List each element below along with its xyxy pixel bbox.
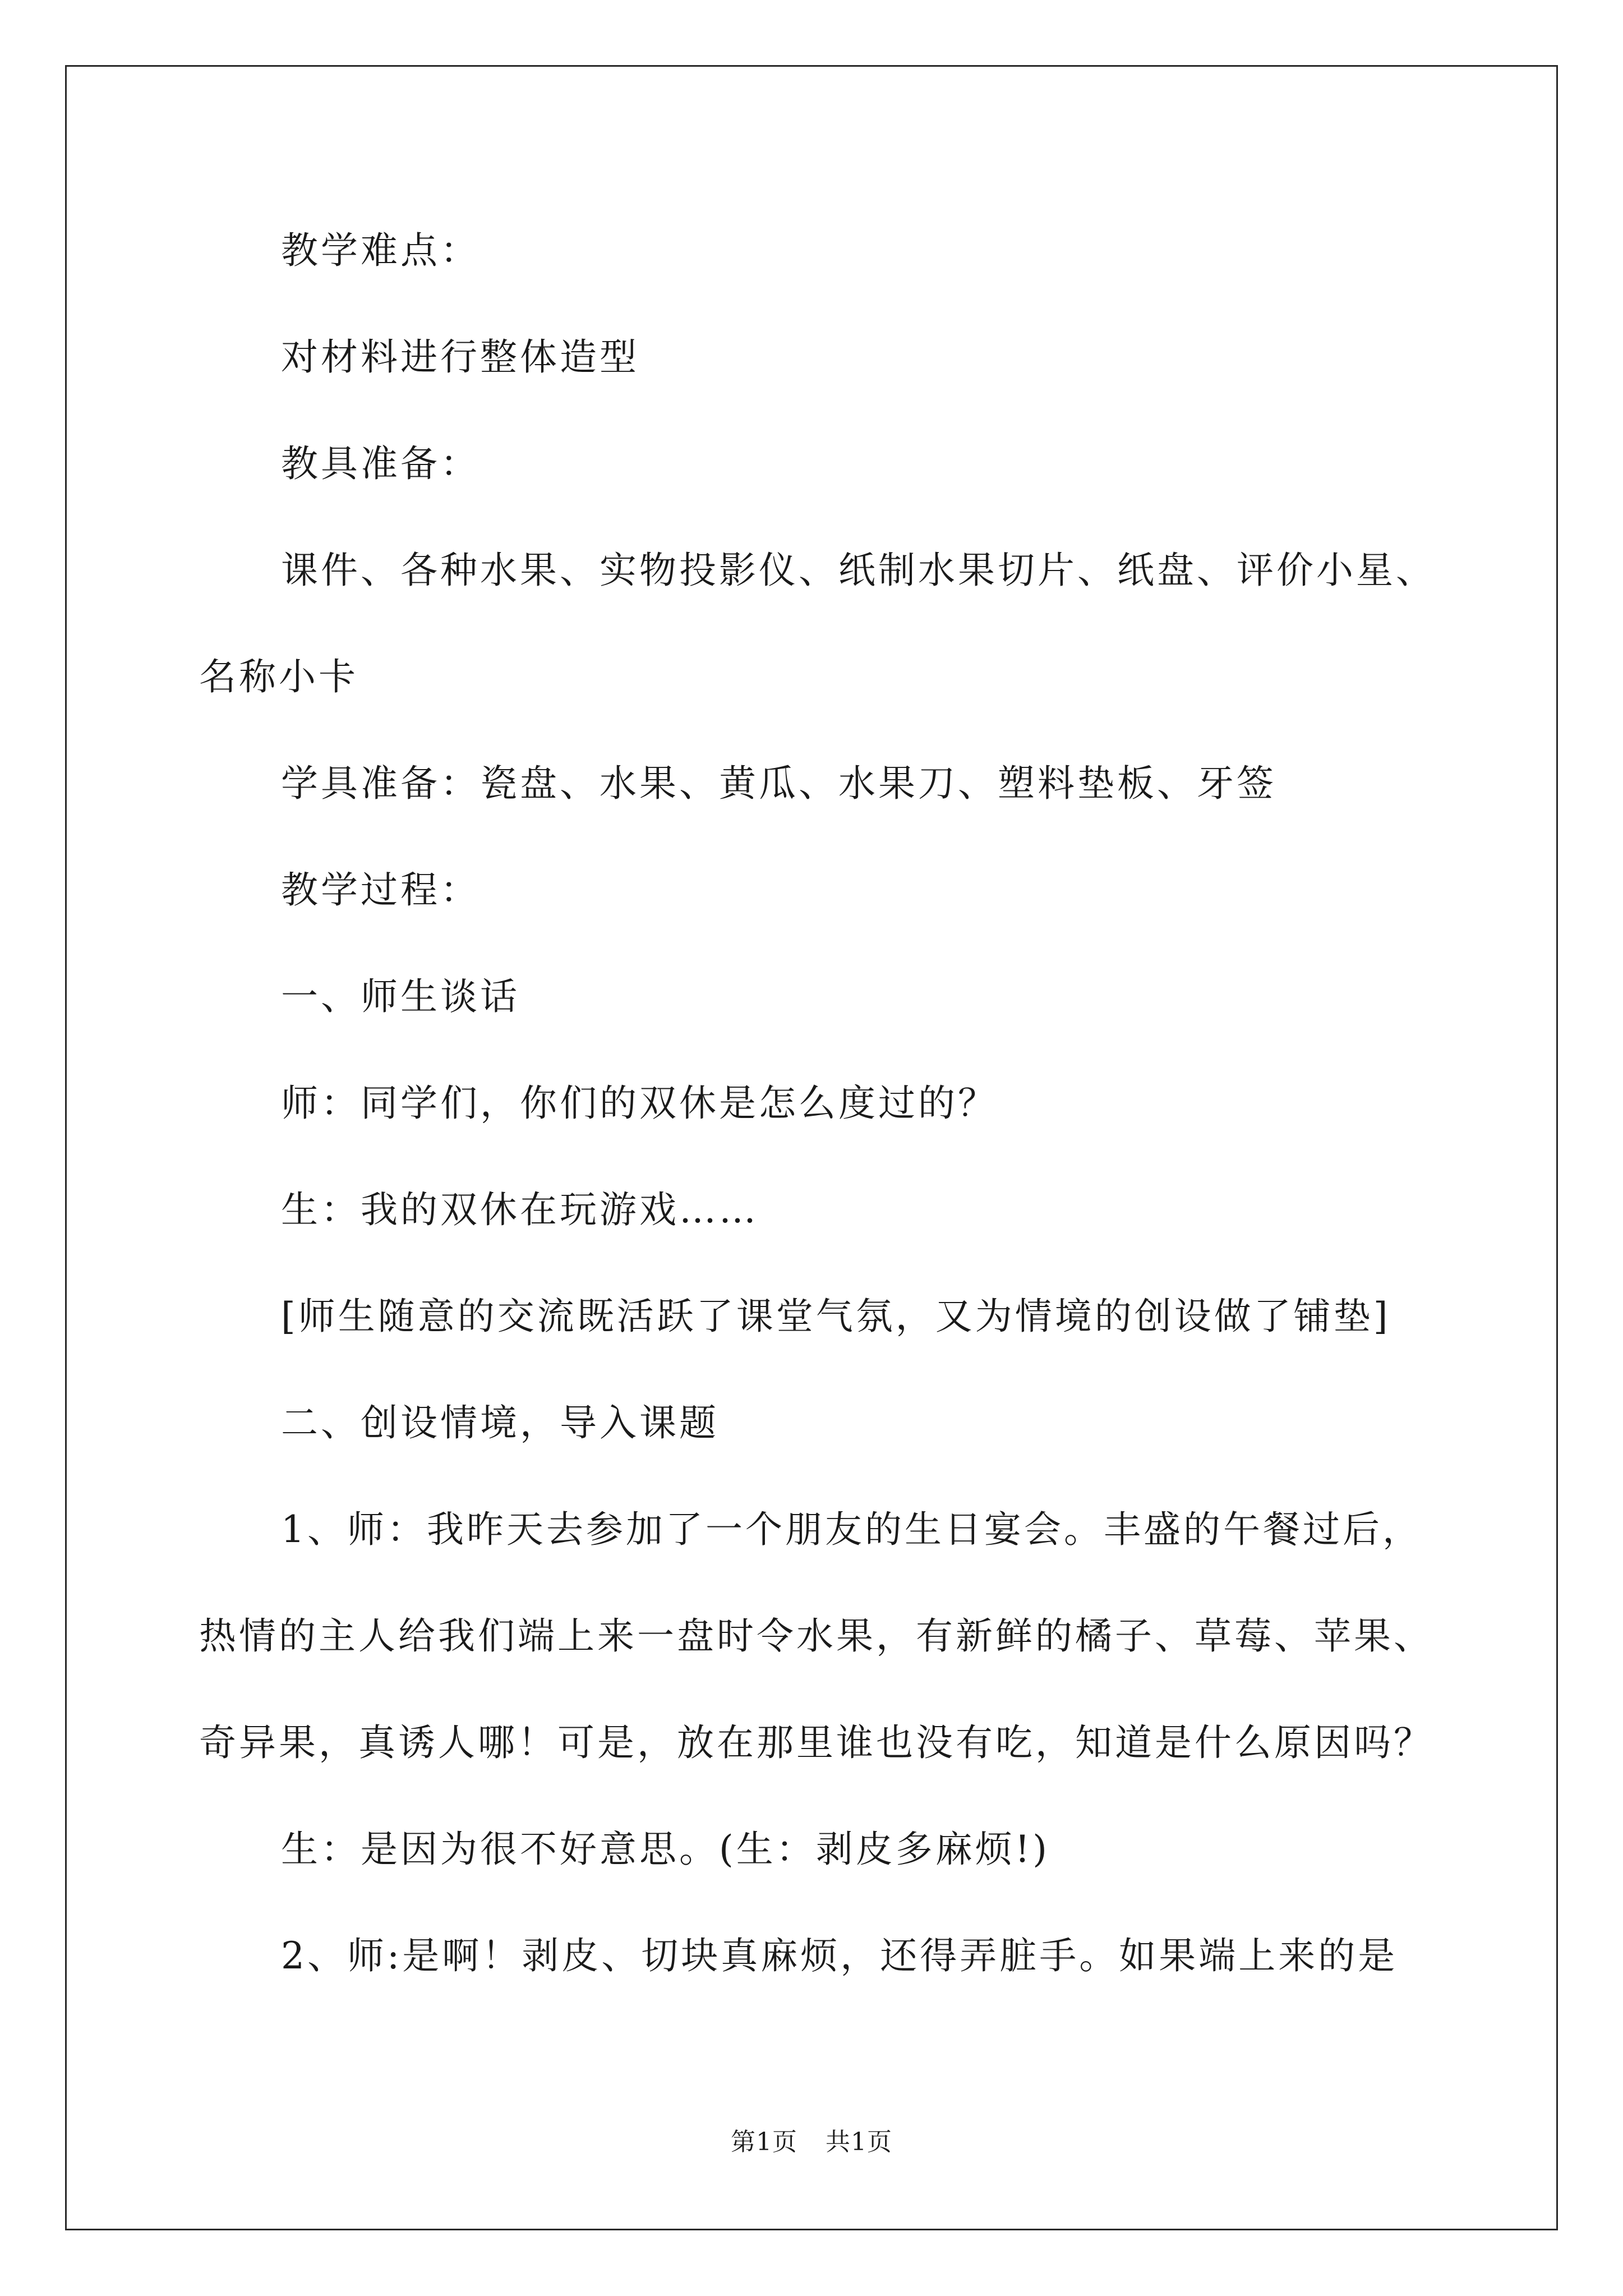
- paragraph: 二、创设情境，导入课题: [281, 1401, 719, 1444]
- paragraph: 教学过程：: [281, 868, 480, 912]
- paragraph: 学具准备：瓷盘、水果、黄瓜、水果刀、塑料垫板、牙签: [281, 762, 1276, 805]
- paragraph: 课件、各种水果、实物投影仪、纸制水果切片、纸盘、评价小星、名称小卡: [199, 549, 1436, 698]
- page-footer: [0, 2122, 1623, 2157]
- paragraph: 师：同学们，你们的双休是怎么度过的？: [281, 1082, 998, 1125]
- paragraph: 对材料进行整体造型: [281, 335, 639, 379]
- paragraph: 教具准备：: [281, 442, 480, 485]
- page-total: 共1页: [826, 2128, 892, 2156]
- paragraph: [师生随意的交流既活跃了课堂气氛，又为情境的创设做了铺垫]: [281, 1295, 1391, 1338]
- document-body: [199, 220, 1461, 2032]
- paragraph: 教学难点：: [281, 229, 480, 272]
- paragraph: 生：我的双休在玩游戏……: [281, 1188, 759, 1231]
- page-number: 第1页: [731, 2128, 797, 2156]
- paragraph: 2、师:是啊！剥皮、切块真麻烦，还得弄脏手。如果端上来的是: [281, 1934, 1398, 1977]
- paragraph: 一、师生谈话: [281, 975, 520, 1018]
- paragraph: 生：是因为很不好意思。(生：剥皮多麻烦!): [281, 1828, 1050, 1871]
- paragraph: 1、师：我昨天去参加了一个朋友的生日宴会。丰盛的午餐过后，热情的主人给我们端上来一盘时令水果，有新鲜的橘子、草莓、苹果、奇异果，真诱人哪！可是，放在那里谁也没有吃，知道是什么原因吗？: [199, 1508, 1433, 1764]
